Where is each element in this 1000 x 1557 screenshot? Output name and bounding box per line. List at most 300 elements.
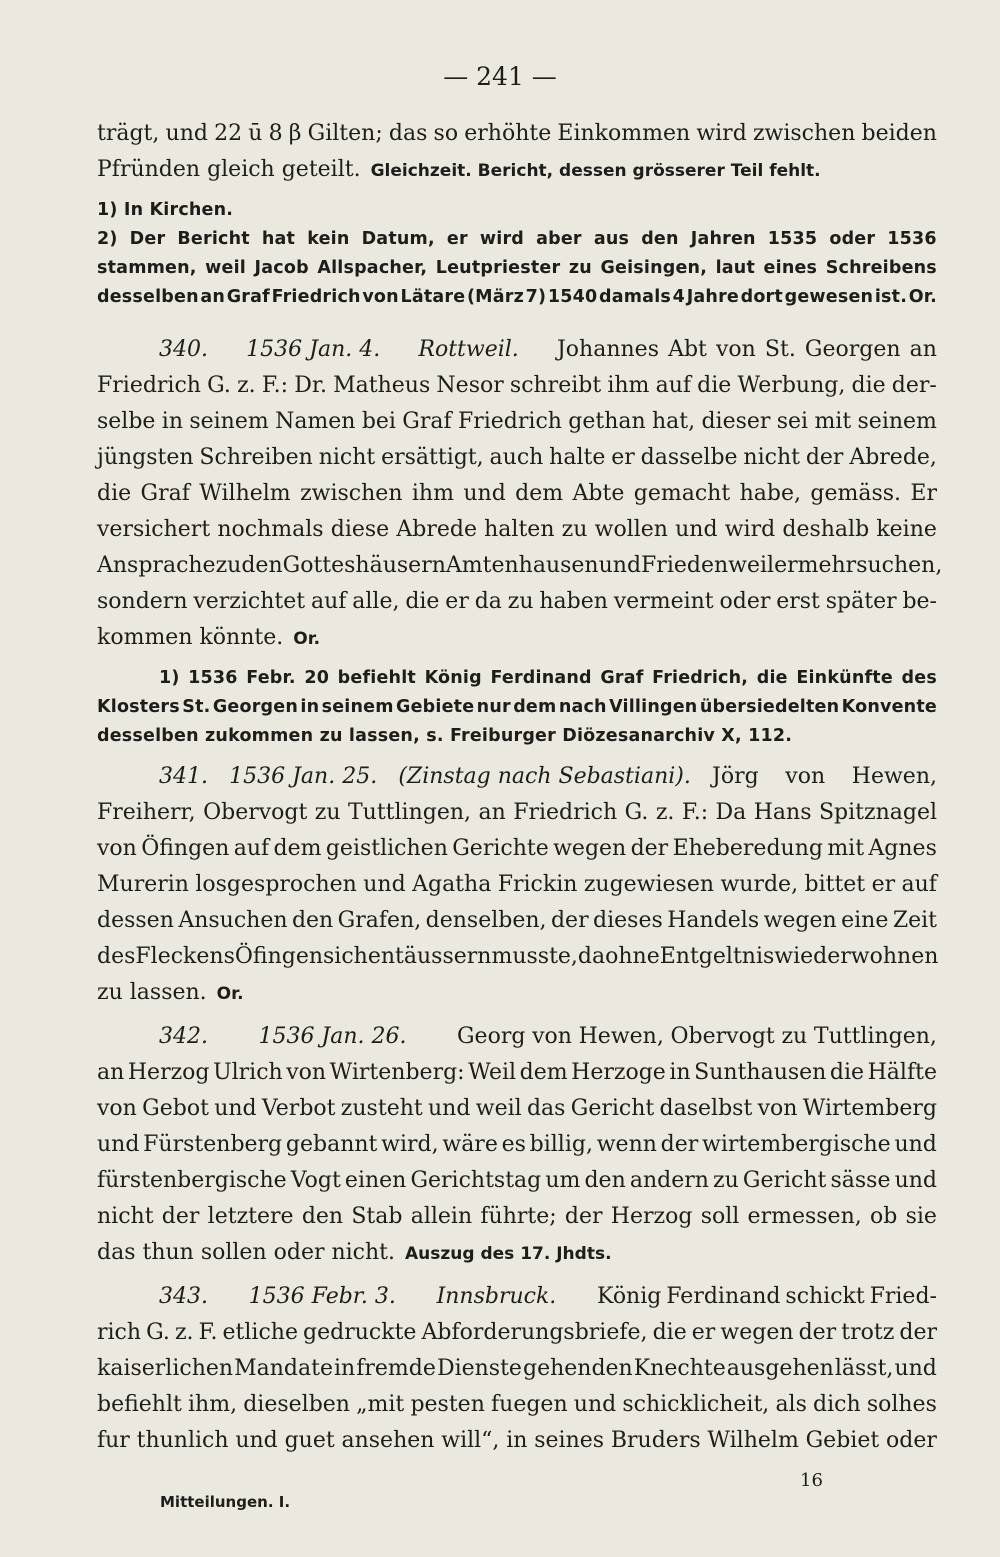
- word: diese: [330, 517, 390, 542]
- word: weil: [205, 258, 247, 278]
- word: Allspacher,: [317, 258, 428, 278]
- entry-number: 342.: [159, 1024, 208, 1049]
- word: gethan: [568, 409, 646, 434]
- word: so: [433, 121, 459, 146]
- word: mit: [827, 836, 865, 861]
- word: Herzoge: [571, 1060, 666, 1085]
- text-line: [97, 1127, 937, 1163]
- footnote-line: [97, 722, 937, 751]
- word: dem: [513, 697, 557, 717]
- word: Vogt: [290, 1168, 341, 1193]
- word: Nesor: [436, 373, 504, 398]
- word: wegen: [553, 836, 627, 861]
- word: befiehlt: [337, 668, 416, 688]
- word: erhöhte: [464, 121, 552, 146]
- word: sässe: [830, 1168, 891, 1193]
- word: sie: [905, 1204, 937, 1229]
- word: zu: [314, 800, 341, 825]
- word: F.: [198, 1320, 218, 1345]
- word: 1540: [547, 287, 598, 307]
- word: sondern: [97, 589, 188, 614]
- text-words: das thun sollen oder nicht.: [97, 1240, 395, 1265]
- word: Or.: [908, 287, 937, 307]
- word: er: [611, 445, 635, 470]
- word: selbe: [97, 409, 156, 434]
- word: ob: [869, 1204, 898, 1229]
- word: β: [288, 121, 302, 146]
- word: auf: [901, 872, 937, 897]
- word: schicklicheit,: [622, 1392, 770, 1417]
- word: Amtenhausen: [445, 553, 599, 578]
- word: Matheus: [333, 373, 431, 398]
- word: den: [241, 553, 283, 578]
- word: Gebiete: [396, 697, 475, 717]
- word: seinem: [189, 409, 269, 434]
- word: hat: [261, 229, 296, 249]
- entry-date: 1536 Jan. 4.: [246, 337, 381, 362]
- word: fürstenbergische: [97, 1168, 287, 1193]
- word: auf: [233, 836, 270, 861]
- word: zugewiesen: [583, 872, 715, 897]
- word: laut: [715, 258, 756, 278]
- word: seinem: [321, 697, 394, 717]
- entry-place: Innsbruck.: [436, 1284, 557, 1309]
- word: Verbot: [261, 1096, 336, 1121]
- word: Ferdinand: [490, 668, 592, 688]
- word: wirtembergische: [702, 1132, 891, 1157]
- word: er: [871, 872, 896, 897]
- word: auch: [489, 445, 544, 470]
- text-line: [97, 476, 937, 512]
- word: musste,: [491, 944, 578, 969]
- word: ansehen: [341, 1428, 435, 1453]
- word: F.:: [261, 373, 289, 398]
- word: König: [424, 668, 482, 688]
- word: „mit: [356, 1392, 405, 1417]
- word: Obervogt: [670, 1024, 775, 1049]
- word: Entgeltnis: [659, 944, 775, 969]
- footer-series-title: Mitteilungen. I.: [160, 1493, 291, 1511]
- word: Tuttlingen,: [347, 800, 472, 825]
- word: Graf: [226, 287, 270, 307]
- word: ermessen,: [747, 1204, 862, 1229]
- word: daselbst: [659, 1096, 753, 1121]
- word: habe,: [739, 481, 801, 506]
- word: Graf: [140, 481, 190, 506]
- word: da: [577, 944, 606, 969]
- word: suchen,: [856, 553, 943, 578]
- word: Fürstenberg: [143, 1132, 283, 1157]
- word: losgesprochen: [195, 872, 357, 897]
- word: dem: [273, 836, 322, 861]
- word: in: [300, 697, 320, 717]
- word: ohne: [605, 944, 660, 969]
- footnote-text: 1) In Kirchen.: [97, 200, 234, 220]
- text-line: [97, 1235, 937, 1271]
- word: wegen: [720, 1320, 794, 1345]
- word: pesten: [410, 1392, 485, 1417]
- word: von: [362, 287, 399, 307]
- word: wird: [696, 121, 747, 146]
- word: rich: [97, 1320, 142, 1345]
- text-words: [712, 759, 937, 795]
- word: der-: [891, 373, 937, 398]
- word: den: [641, 229, 679, 249]
- word: er: [446, 229, 468, 249]
- word: des: [901, 668, 937, 688]
- word: St.: [182, 697, 211, 717]
- word: zu: [713, 1168, 739, 1193]
- word: in: [334, 1356, 356, 1381]
- word: Friedrich: [271, 287, 361, 307]
- source-note: Or.: [216, 984, 244, 1004]
- word: Friedrich: [513, 800, 618, 825]
- word: Stab: [351, 1204, 403, 1229]
- word: kein: [307, 229, 350, 249]
- word: 1): [159, 668, 180, 688]
- word: Namen: [275, 409, 356, 434]
- word: Datum,: [361, 229, 435, 249]
- text-line: [97, 512, 937, 548]
- word: Jahren: [690, 229, 756, 249]
- word: der: [630, 836, 669, 861]
- word: Konvente: [841, 697, 937, 717]
- word: oder: [885, 1428, 937, 1453]
- word: Ansuchen: [178, 908, 288, 933]
- word: Geisingen,: [600, 258, 708, 278]
- word: geistlichen: [325, 836, 448, 861]
- word: wird,: [381, 1132, 439, 1157]
- word: 1536: [188, 668, 238, 688]
- text-words: [597, 1279, 937, 1315]
- word: verzichtet: [193, 589, 306, 614]
- word: hat,: [652, 409, 696, 434]
- word: an: [909, 337, 937, 362]
- word: nach: [558, 697, 607, 717]
- word: Gebot: [142, 1096, 209, 1121]
- word: ihm,: [188, 1392, 238, 1417]
- word: zu: [507, 589, 534, 614]
- word: Georgen: [804, 337, 901, 362]
- word: die: [756, 668, 788, 688]
- word: 8: [268, 121, 283, 146]
- word: des: [97, 944, 136, 969]
- entry-number: 340.: [159, 337, 208, 362]
- word: denselben,: [425, 908, 547, 933]
- word: Handels: [667, 908, 760, 933]
- word: dessen: [97, 908, 174, 933]
- text-line: [97, 975, 937, 1011]
- word: Bruders: [610, 1428, 701, 1453]
- word: Gotteshäusern: [282, 553, 446, 578]
- word: die: [829, 1060, 865, 1085]
- word: be-: [902, 589, 937, 614]
- footnote-line: [97, 664, 937, 693]
- text-line: [97, 1423, 937, 1459]
- word: Öfingen: [141, 836, 230, 861]
- signature-mark: 16: [800, 1470, 823, 1491]
- word: zu: [215, 553, 242, 578]
- word: Wilhelm: [199, 481, 291, 506]
- word: 1536: [887, 229, 937, 249]
- word: aus: [593, 229, 630, 249]
- text-line: [97, 867, 937, 903]
- word: ihm: [607, 373, 650, 398]
- word: Gilten;: [307, 121, 383, 146]
- text-words: [457, 1019, 937, 1055]
- word: bei: [361, 409, 396, 434]
- word: Da: [715, 800, 747, 825]
- word: Murerin: [97, 872, 189, 897]
- word: billig,: [529, 1132, 593, 1157]
- word: Friedrich: [97, 373, 201, 398]
- word: und: [894, 1356, 937, 1381]
- word: gehenden: [522, 1356, 633, 1381]
- text-line: [97, 1163, 937, 1199]
- word: zwischen: [752, 121, 856, 146]
- word: Jörg: [712, 764, 759, 789]
- word: Weil: [468, 1060, 517, 1085]
- entry-date: 1536 Febr. 3.: [248, 1284, 396, 1309]
- word: Abt: [668, 337, 707, 362]
- word: wird: [479, 229, 525, 249]
- word: will“,: [441, 1428, 500, 1453]
- word: Agatha: [412, 872, 492, 897]
- word: König: [596, 1284, 662, 1309]
- word: wollen: [594, 517, 668, 542]
- word: 4: [672, 287, 686, 307]
- word: Tuttlingen,: [813, 1024, 937, 1049]
- word: soll: [700, 1204, 740, 1229]
- word: das: [526, 1096, 566, 1121]
- word: auf: [310, 589, 347, 614]
- word: ū: [248, 121, 263, 146]
- word: haben: [539, 589, 608, 614]
- word: seinem: [857, 409, 937, 434]
- text-line: [97, 548, 943, 584]
- word: dem: [515, 481, 564, 506]
- word: ist.: [874, 287, 908, 307]
- text-line: [97, 903, 937, 939]
- entry-heading: [97, 759, 937, 795]
- source-note: Or.: [293, 629, 321, 649]
- word: von: [97, 1096, 137, 1121]
- entry-place: Rottweil.: [418, 337, 519, 362]
- text-line: [97, 1351, 937, 1387]
- word: von: [785, 764, 826, 789]
- word: Werbung,: [737, 373, 846, 398]
- word: Der: [129, 229, 166, 249]
- word: wieder: [774, 944, 851, 969]
- word: thunlich: [136, 1428, 229, 1453]
- word: Gerichte: [452, 836, 549, 861]
- word: fuegen: [491, 1392, 568, 1417]
- word: Hälfte: [867, 1060, 937, 1085]
- word: als: [775, 1392, 807, 1417]
- word: in: [669, 1060, 691, 1085]
- word: von: [715, 337, 756, 362]
- word: versichert: [97, 517, 211, 542]
- word: eines: [763, 258, 818, 278]
- word: zu: [561, 517, 588, 542]
- word: dieses: [593, 908, 663, 933]
- word: 20: [304, 668, 330, 688]
- word: gedruckte: [303, 1320, 417, 1345]
- word: die: [405, 589, 440, 614]
- word: sei: [776, 409, 809, 434]
- word: Öfingen: [234, 944, 324, 969]
- word: Grafen,: [337, 908, 422, 933]
- text-line: [97, 1315, 937, 1351]
- word: dich: [813, 1392, 861, 1417]
- word: Georgen: [212, 697, 298, 717]
- word: alle,: [352, 589, 400, 614]
- word: St.: [764, 337, 796, 362]
- word: Friedenweiler: [641, 553, 798, 578]
- word: nur: [476, 697, 511, 717]
- word: z.: [655, 800, 675, 825]
- word: aber: [536, 229, 582, 249]
- word: Abrede,: [849, 445, 937, 470]
- word: Villingen: [609, 697, 698, 717]
- word: Schreibens: [825, 258, 937, 278]
- word: wenn: [596, 1132, 657, 1157]
- word: ausgehen: [726, 1356, 834, 1381]
- entry-date: 1536 Jan. 25.: [229, 764, 378, 789]
- word: der: [798, 1320, 837, 1345]
- word: trotz: [841, 1320, 895, 1345]
- word: Knechte: [633, 1356, 726, 1381]
- word: Herzog: [127, 1060, 210, 1085]
- word: Wirtemberg: [802, 1096, 937, 1121]
- footnote-line: [97, 196, 937, 225]
- word: 1535: [767, 229, 818, 249]
- word: 7): [525, 287, 547, 307]
- text-line: [97, 831, 937, 867]
- word: Herzog: [610, 1204, 693, 1229]
- word: und: [363, 872, 406, 897]
- word: Georg: [456, 1024, 526, 1049]
- text-line: [97, 795, 937, 831]
- word: lässt,: [834, 1356, 894, 1381]
- word: mit: [814, 409, 852, 434]
- word: gebannt: [285, 1132, 378, 1157]
- source-note: Auszug des 17. Jhdts.: [405, 1244, 612, 1264]
- word: Dienste: [436, 1356, 522, 1381]
- word: G.: [624, 800, 649, 825]
- word: Einkünfte: [796, 668, 893, 688]
- word: dieselben: [243, 1392, 350, 1417]
- word: z.: [237, 373, 256, 398]
- word: gemäss.: [810, 481, 902, 506]
- word: der: [550, 908, 589, 933]
- word: von: [97, 836, 137, 861]
- word: vermeint: [613, 589, 714, 614]
- word: fur: [97, 1428, 130, 1453]
- entry-heading: [97, 332, 937, 368]
- word: in: [506, 1428, 528, 1453]
- word: und: [165, 121, 208, 146]
- text-words: zu lassen.: [97, 980, 207, 1005]
- word: nicht: [97, 1204, 154, 1229]
- word: Er: [910, 481, 937, 506]
- word: halte: [549, 445, 606, 470]
- word: Graf: [402, 409, 452, 434]
- word: letztere: [207, 1204, 294, 1229]
- word: führte;: [480, 1204, 557, 1229]
- word: an: [200, 287, 226, 307]
- text-line: [97, 368, 937, 404]
- word: die: [652, 1320, 687, 1345]
- word: 22: [214, 121, 243, 146]
- word: Obervogt: [203, 800, 308, 825]
- text-line: [97, 440, 937, 476]
- word: er: [691, 1320, 716, 1345]
- entry-number: 341.: [159, 764, 208, 789]
- word: übersiedelten: [699, 697, 840, 717]
- word: von: [757, 1096, 798, 1121]
- entry-date: 1536 Jan. 26.: [258, 1024, 407, 1049]
- word: sich: [323, 944, 368, 969]
- footnote-text: desselben zukommen zu lassen, s. Freiburger Diözesanarchiv X, 112.: [97, 726, 793, 746]
- word: Leutpriester: [435, 258, 561, 278]
- word: den: [584, 1168, 626, 1193]
- word: Hewen,: [851, 764, 937, 789]
- word: deshalb: [782, 517, 870, 542]
- word: gemacht: [633, 481, 731, 506]
- word: Abrede: [396, 517, 477, 542]
- word: und: [675, 517, 718, 542]
- word: Abte: [572, 481, 625, 506]
- word: Dr.: [294, 373, 327, 398]
- text-line: [97, 152, 937, 188]
- word: die: [697, 373, 732, 398]
- footnote-line: [97, 283, 937, 312]
- word: an: [97, 1060, 125, 1085]
- word: auf: [655, 373, 692, 398]
- word: Graf: [600, 668, 644, 688]
- word: den: [301, 1204, 344, 1229]
- text-words: kommen könnte.: [97, 625, 284, 650]
- word: Gericht: [742, 1168, 827, 1193]
- word: z.: [174, 1320, 194, 1345]
- entry-heading: [97, 1279, 937, 1315]
- text-line: [97, 1055, 937, 1091]
- word: stammen,: [97, 258, 197, 278]
- word: desselben: [97, 287, 199, 307]
- word: Zeit: [892, 908, 937, 933]
- word: nicht: [318, 445, 376, 470]
- word: er: [445, 589, 469, 614]
- word: Abforderungsbriefe,: [421, 1320, 648, 1345]
- word: später: [825, 589, 897, 614]
- footnote-line: [97, 254, 937, 283]
- word: Gebiet: [805, 1428, 880, 1453]
- word: zusteht: [340, 1096, 423, 1121]
- word: kaiserlichen: [97, 1356, 234, 1381]
- word: der: [161, 1204, 200, 1229]
- word: der: [660, 1132, 699, 1157]
- word: von: [532, 1024, 572, 1049]
- word: nicht: [743, 445, 800, 470]
- text-line: [97, 1387, 937, 1423]
- word: und: [894, 1168, 937, 1193]
- entry-number: 343.: [159, 1284, 208, 1309]
- word: Ulrich: [213, 1060, 283, 1085]
- word: mehr: [797, 553, 857, 578]
- word: Eheberedung: [672, 836, 823, 861]
- word: erst: [776, 589, 820, 614]
